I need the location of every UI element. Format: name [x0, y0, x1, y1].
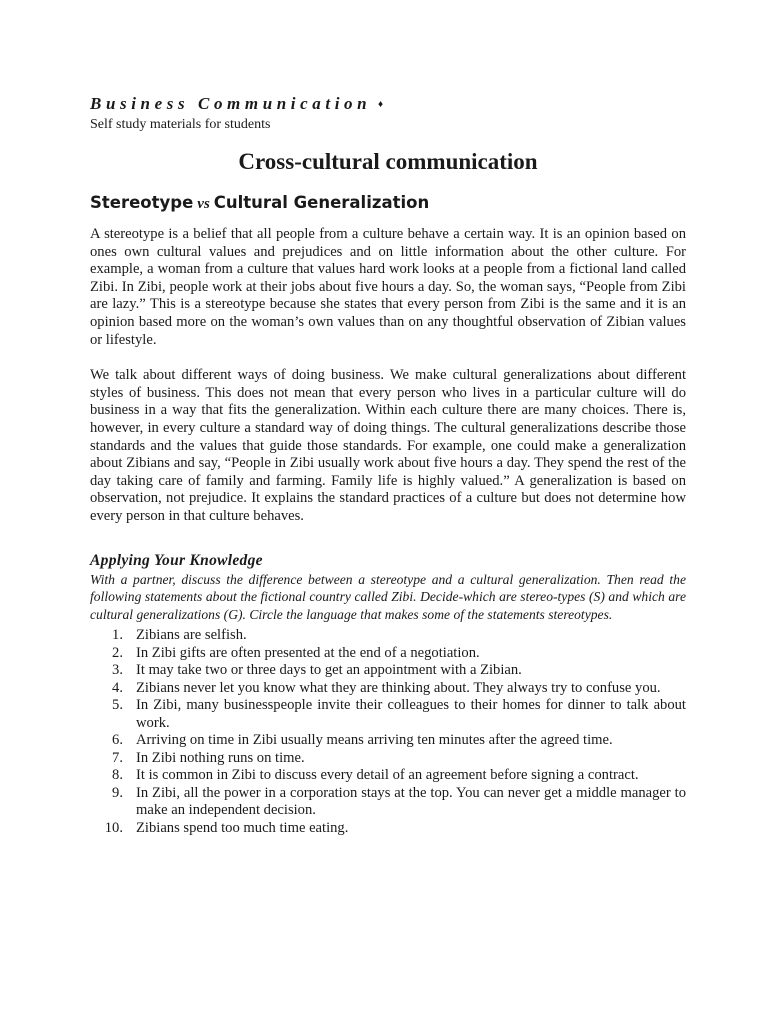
statement-text: Zibians never let you know what they are thinking about. They always try to confuse you.: [136, 679, 661, 696]
statement-text: In Zibi, many businesspeople invite their colleagues to their homes for dinner to talk about work.: [136, 697, 686, 731]
brand-text: Business Communication: [90, 94, 372, 113]
statement-number: 5.: [112, 697, 123, 713]
statement-number: 10.: [104, 819, 123, 836]
statement-number: 7.: [112, 749, 123, 766]
statement-text: It may take two or three days to get an appointment with a Zibian.: [136, 662, 522, 678]
exercise-instructions: With a partner, discuss the difference between a stereotype and a cultural generalization. Then read the following statements about the fictional country called Zibi. Decide-which are stereo-types (S) and which are cultural generalizations (G). Circle the language that makes some of the statements stereotypes.: [90, 571, 686, 622]
paragraph-stereotype: A stereotype is a belief that all people from a culture behave a certain way. It is an opinion based on ones own cultural values and prejudices and on little information about the other culture. For example, a woman from a culture that values hard work looks at a people from a fictional land called Zibi. In Zibi, people work at their jobs about five hours a day. So, the woman says, “People from Zibi are lazy.” This is a stereotype because she states that every person from Zibi is the same and it is an opinion based more on the woman’s own values than on any thoughtful observation of Zibian values or lifestyle.: [90, 226, 686, 348]
statement-text: In Zibi, all the power in a corporation stays at the top. You can never get a middle manager to make an independent decision.: [136, 784, 686, 818]
statement-item: [112, 644, 686, 663]
statement-number: 9.: [112, 784, 123, 801]
statement-item: [112, 697, 686, 732]
heading-part-stereotype: Stereotype: [90, 193, 194, 212]
diamond-icon: ♦: [378, 99, 384, 110]
statement-number: 1.: [112, 627, 123, 643]
statement-item: [112, 732, 686, 750]
statement-text: It is common in Zibi to discuss every detail of an agreement before signing a contract.: [136, 767, 639, 783]
brand-header: [90, 94, 686, 115]
exercise-heading: Applying Your Knowledge: [90, 551, 263, 569]
statement-number: 3.: [112, 662, 123, 678]
statement-item: [112, 749, 686, 768]
statement-list: [90, 627, 686, 837]
statement-text: Arriving on time in Zibi usually means arriving ten minutes after the agreed time.: [136, 732, 613, 748]
statement-item: [112, 662, 686, 680]
subtitle: Self study materials for students: [90, 117, 271, 132]
statement-item: [112, 784, 686, 820]
statement-text: Zibians spend too much time eating.: [136, 819, 349, 836]
statement-item: [104, 819, 686, 838]
heading-vs: vs: [197, 196, 210, 212]
document-page: [90, 94, 686, 837]
paragraph-generalization: We talk about different ways of doing business. We make cultural generalizations about different styles of business. This does not mean that every person who lives in a particular culture will do business in a way that fits the generalization. Within each culture there are many choices. There is, however, in every culture a standard way of doing things. The cultural generalizations describe those standards and the values that guide those standards. For example, one could make a generalization about Zibians and say, “People in Zibi usually work about five hours a day. They spend the rest of the day taking care of family and farming. Family life is highly valued.” A generalization is based on observation, not prejudice. It explains the standard practices of a culture but does not determine how every person in that culture behaves.: [90, 367, 686, 524]
statement-text: In Zibi nothing runs on time.: [136, 749, 305, 766]
statement-number: 6.: [112, 732, 123, 748]
statement-item: [112, 767, 686, 785]
section-heading: [90, 192, 686, 215]
statement-item: [112, 679, 686, 698]
statement-number: 8.: [112, 767, 123, 783]
heading-part-generalization: Cultural Generalization: [213, 193, 430, 212]
statement-number: 4.: [112, 679, 123, 696]
page-title: Cross-cultural communication: [238, 149, 538, 174]
statement-text: Zibians are selfish.: [136, 627, 247, 643]
statement-text: In Zibi gifts are often presented at the end of a negotiation.: [136, 644, 480, 661]
statement-number: 2.: [112, 644, 123, 661]
statement-item: [112, 627, 686, 645]
